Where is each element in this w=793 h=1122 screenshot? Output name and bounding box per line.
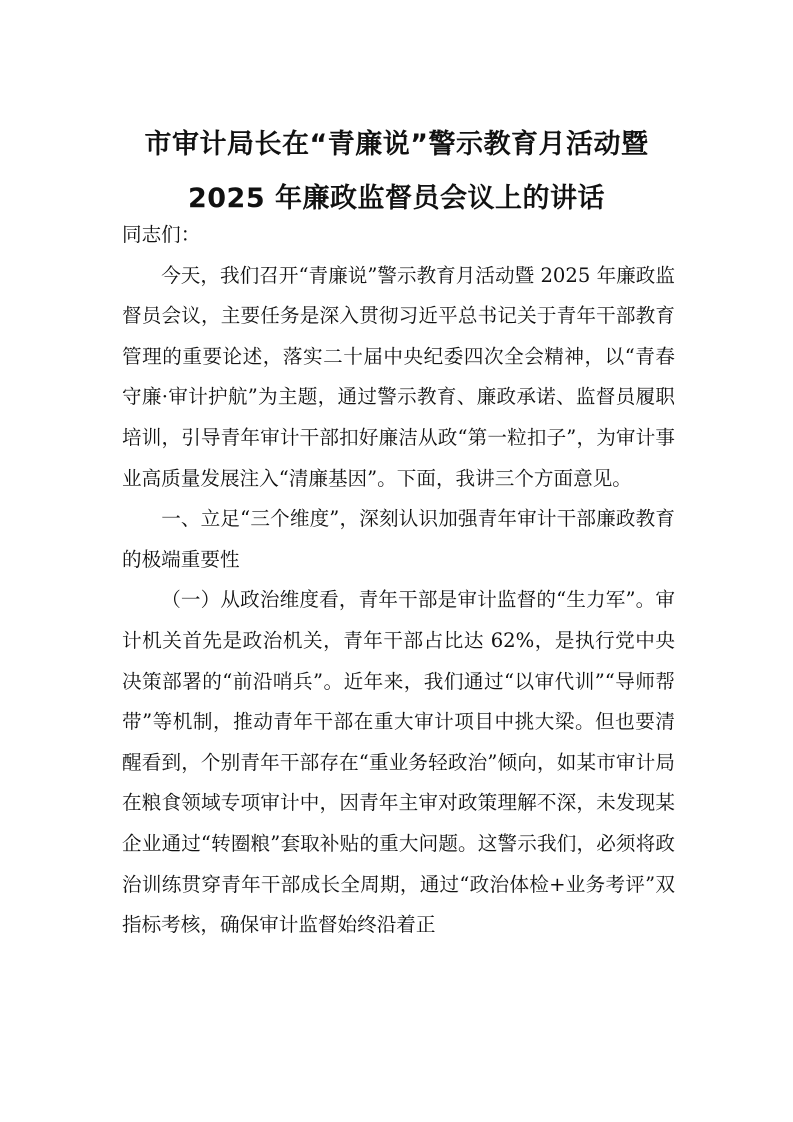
title-line-1: 市审计局长在“青廉说”警示教育月活动暨 [144,129,649,160]
paragraph-subsection-1: （一）从政治维度看，青年干部是审计监督的“生力军”。审计机关首先是政治机关，青年干部占比达 62%，是执行党中央决策部署的“前沿哨兵”。近年来，我们通过“以审代训”“导师帮带”等机制，推动青年干部在重大审计项目中挑大梁。但也要清醒看到，个别青年干部存在“重业务轻政治”倾向，如某市审计局在粮食领域专项审计中，因青年主审对政策理解不深，未发现某企业通过“转圈粮”套取补贴的重大问题。这警示我们，必须将政治训练贯穿青年干部成长全周期，通过“政治体检+业务考评”双指标考核，确保审计监督始终沿着正 [122,588,675,937]
salutation: 同志们： [122,223,201,246]
section-heading-1: 一、立足“三个维度”，深刻认识加强青年审计干部廉政教育的极端重要性 [122,507,675,571]
paragraph-intro: 今天，我们召开“青廉说”警示教育月活动暨 2025 年廉政监督员会议，主要任务是深入贯彻习近平总书记关于青年干部教育管理的重要论述，落实二十届中央纪委四次全会精神，以“青春守廉·审计护航”为主题，通过警示教育、廉政承诺、监督员履职培训，引导青年审计干部扣好廉洁从政“第一粒扣子”，为审计事业高质量发展注入“清廉基因”。下面，我讲三个方面意见。 [122,263,675,490]
document-title [100,118,693,226]
title-line-2: 2025 年廉政监督员会议上的讲话 [187,183,606,214]
document-body [122,215,675,946]
